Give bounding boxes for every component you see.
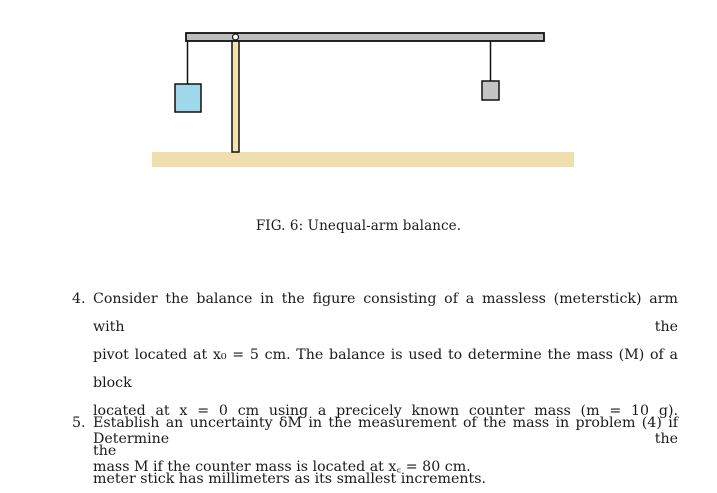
problem-5: [72, 409, 678, 493]
problem-line: located at x = 0 cm using a precicely known counter mass (m = 10 g). Determine the: [93, 403, 678, 447]
pivot-post: [232, 40, 239, 152]
problem-line: mass M if the counter mass is located at x꜀ = 80 cm.: [93, 459, 471, 475]
figure-caption: FIG. 6: Unequal-arm balance.: [255, 218, 462, 234]
problem-number: 5.: [72, 415, 86, 431]
problem-text: [93, 409, 678, 493]
meterstick-beam: [186, 33, 544, 41]
problem-line: meter stick has millimeters as its smallest increments.: [93, 471, 487, 487]
problem-number: 4.: [72, 291, 86, 307]
counter-mass: [482, 81, 499, 100]
problem-line: Consider the balance in the figure consisting of a massless (meterstick) arm with the: [93, 291, 678, 335]
problem-line: Establish an uncertainty δM in the measurement of the mass in problem (4) if the: [93, 415, 678, 459]
pivot-point: [233, 34, 239, 40]
ground-slab: [152, 152, 574, 167]
balance-figure: [0, 0, 717, 210]
problem-line: pivot located at x₀ = 5 cm. The balance is used to determine the mass (M) of a block: [93, 347, 678, 391]
unknown-mass-block: [175, 84, 201, 112]
